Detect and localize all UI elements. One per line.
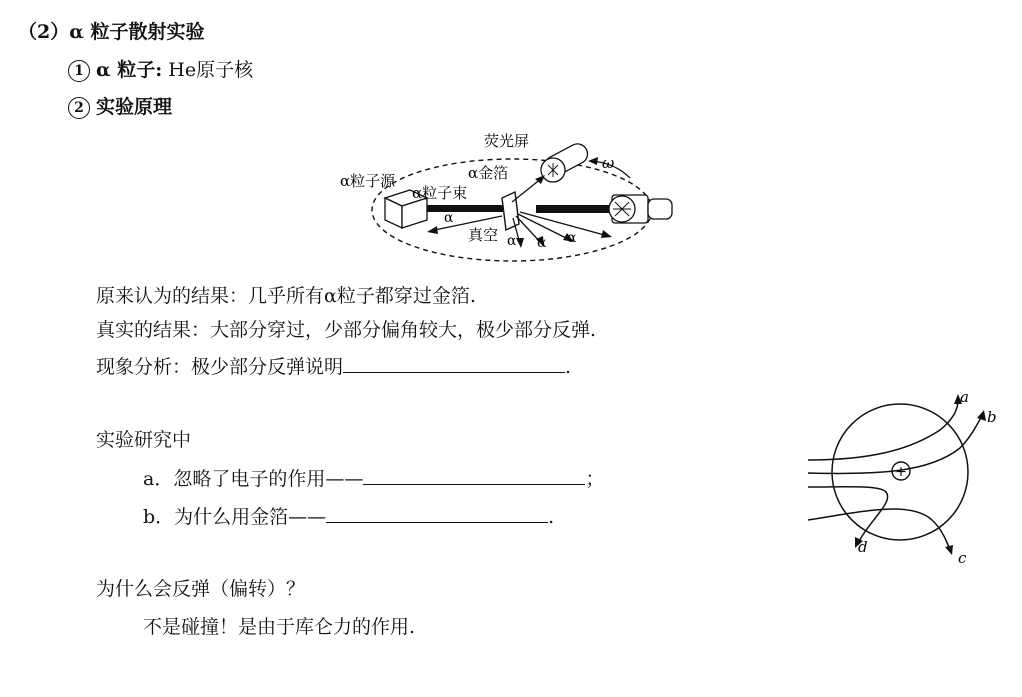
research-a-text: a．忽略了电子的作用—— [143, 468, 364, 490]
label-d: d [858, 538, 868, 556]
label-b: b [987, 408, 997, 426]
deflection-answer: 不是碰撞！是由于库仑力的作用. [143, 616, 416, 638]
section-heading [18, 20, 204, 44]
section-number: （2） [18, 21, 70, 43]
nucleus-sign: + [895, 464, 907, 480]
label-alpha-4: α [567, 230, 577, 246]
label-c: c [958, 549, 967, 567]
deflection-question: 为什么会反弹（偏转）？ [96, 578, 306, 600]
research-a-blank[interactable] [363, 466, 585, 485]
label-omega: ω [602, 154, 615, 172]
phenomenon-analysis [96, 354, 571, 379]
section-title: α 粒子散射实验 [69, 21, 205, 43]
item-alpha-particle [68, 58, 253, 82]
actual-result: 真实的结果：大部分穿过，少部分偏角较大，极少部分反弹. [96, 319, 597, 341]
label-foil: α金箔 [468, 164, 509, 182]
research-b-text: b．为什么用金箔—— [143, 506, 327, 528]
label-screen: 荧光屏 [484, 132, 530, 150]
label-vacuum: 真空 [468, 226, 499, 244]
original-expectation: 原来认为的结果：几乎所有α粒子都穿过金箔. [96, 285, 476, 307]
analysis-suffix: . [565, 356, 572, 378]
item-number-2: 2 [68, 97, 90, 119]
research-title: 实验研究中 [96, 429, 192, 451]
label-alpha-3: α [537, 235, 547, 251]
label-alpha-1: α [444, 210, 454, 226]
trajectory-diagram [800, 380, 1015, 575]
analysis-prefix: 现象分析：极少部分反弹说明 [96, 356, 344, 378]
transmitted-beam [536, 205, 613, 213]
analysis-blank[interactable] [343, 354, 565, 373]
detector-microscope [609, 195, 672, 223]
item-label-2: 实验原理 [96, 96, 173, 118]
alpha-beam [427, 205, 505, 212]
path-a [808, 400, 958, 460]
apparatus-diagram [330, 128, 690, 268]
item-number-1: 1 [68, 60, 90, 82]
fluorescent-screen-tube [541, 140, 591, 182]
rotation-arrowhead [588, 157, 598, 165]
label-a: a [960, 388, 969, 406]
label-alpha-2: α [507, 233, 517, 249]
item-value-1: He原子核 [162, 59, 254, 81]
research-b-suffix: . [548, 506, 555, 528]
path-c [808, 509, 950, 550]
item-label-1: α 粒子: [96, 59, 163, 81]
label-beam: α粒子束 [412, 184, 468, 202]
trajectory-arrowheads [855, 394, 986, 555]
item-principle [68, 95, 172, 119]
label-source: α粒子源 [340, 172, 396, 190]
research-b-blank[interactable] [326, 504, 548, 523]
research-a-suffix: ； [585, 468, 605, 490]
research-item-a [143, 466, 604, 491]
research-item-b [143, 504, 554, 529]
